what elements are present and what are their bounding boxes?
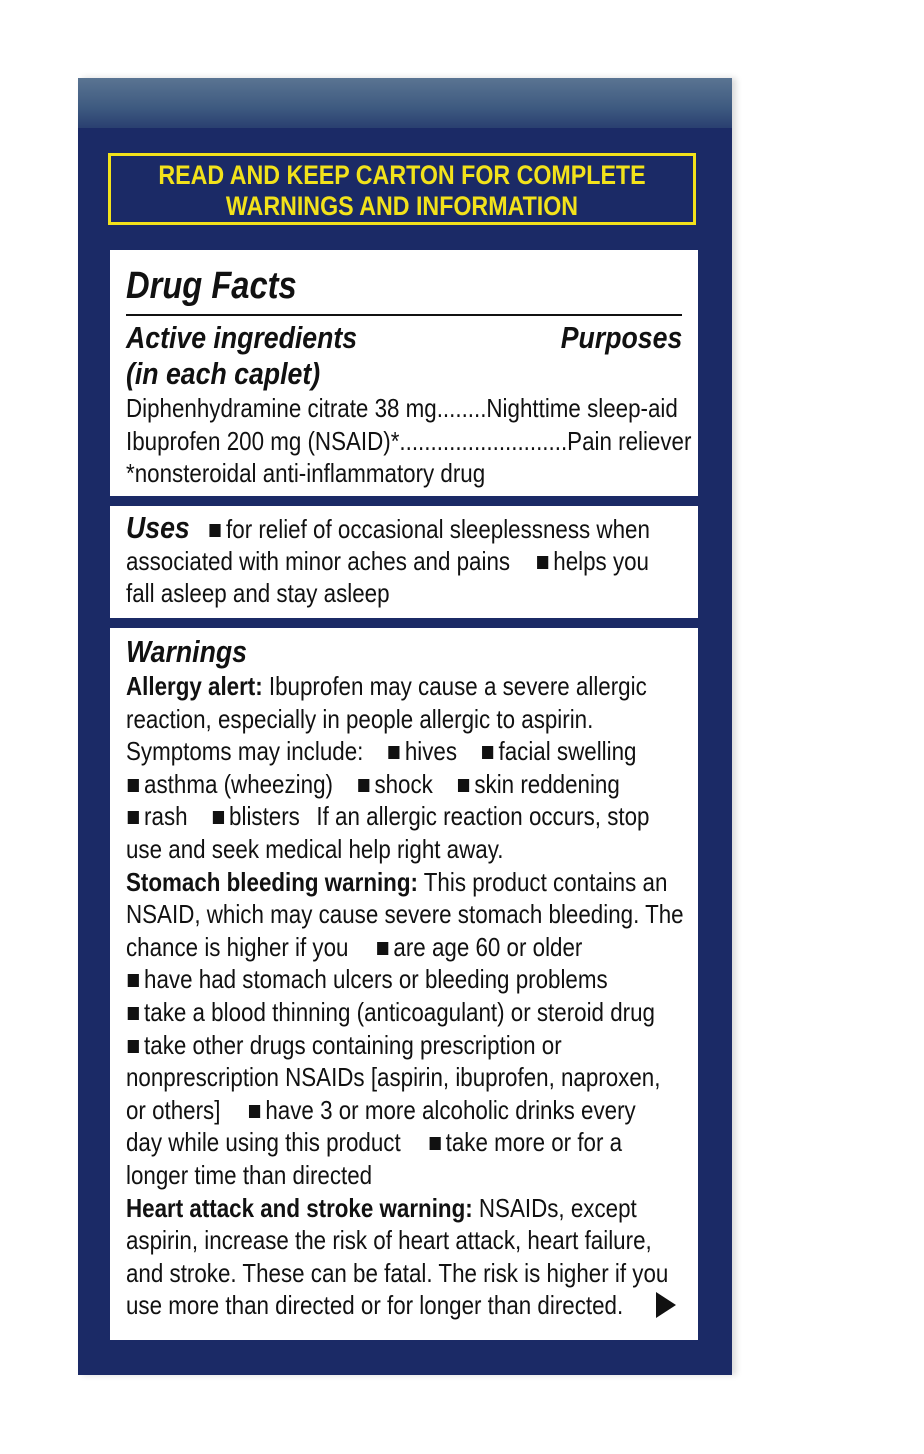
title-rule <box>126 314 682 316</box>
stomach-other-drugs-2: nonprescription NSAIDs [aspirin, ibuprofen, naproxen, <box>126 1062 661 1093</box>
stomach-ulcers: have had stomach ulcers or bleeding problems <box>144 964 608 995</box>
stomach-age: are age 60 or older <box>393 931 583 962</box>
bullet-square-icon <box>213 811 224 824</box>
symptom-skin-reddening: skin reddening <box>474 768 620 799</box>
read-and-keep-banner <box>108 153 696 225</box>
nsaid-footnote: *nonsteroidal anti-inflammatory drug <box>126 458 486 489</box>
continue-arrow-icon <box>656 1292 676 1318</box>
warnings-panel <box>110 628 698 1340</box>
bullet-square-icon <box>128 811 139 824</box>
bullet-square-icon <box>128 1040 139 1053</box>
heart-line-2: aspirin, increase the risk of heart attack, heart failure, <box>126 1225 652 1256</box>
bullet-square-icon <box>358 779 369 792</box>
heart-line-3: and stroke. These can be fatal. The risk is higher if you <box>126 1257 669 1288</box>
symptom-blisters: blisters <box>229 801 300 832</box>
active-ingredients-subheading: (in each caplet) <box>126 356 321 391</box>
allergy-alert-label: Allergy alert: <box>126 671 263 701</box>
stomach-bleeding-label: Stomach bleeding warning: <box>126 866 418 897</box>
symptoms-intro: Symptoms may include: <box>126 736 364 767</box>
drug-facts-title: Drug Facts <box>126 265 297 307</box>
allergy-line-2: reaction, especially in people allergic to aspirin. <box>126 703 594 734</box>
stomach-alcohol-2: day while using this product <box>126 1127 401 1158</box>
uses-line-2a: associated with minor aches and pains <box>126 545 511 576</box>
bullet-square-icon <box>458 779 469 792</box>
bullet-square-icon <box>210 524 221 537</box>
symptom-rash: rash <box>144 801 188 832</box>
stomach-other-drugs: take other drugs containing prescription or <box>144 1029 562 1060</box>
carton-top-edge <box>78 78 732 128</box>
ingredient-diphenhydramine: Diphenhydramine citrate 38 mg........Nighttime sleep-aid <box>126 393 678 423</box>
uses-heading: Uses <box>126 510 190 545</box>
stomach-line-2: NSAID, which may cause severe stomach bleeding. The <box>126 899 684 930</box>
bullet-square-icon <box>429 1137 440 1150</box>
stomach-take-more: take more or for a <box>445 1127 623 1158</box>
stomach-alcohol: have 3 or more alcoholic drinks every <box>265 1094 636 1125</box>
bullet-square-icon <box>377 942 388 955</box>
heart-line-1: NSAIDs, except <box>472 1192 637 1223</box>
allergy-stop-text: If an allergic reaction occurs, stop <box>316 801 650 832</box>
ingredient-ibuprofen: Ibuprofen 200 mg (NSAID)*...........................Pain reliever <box>126 425 692 456</box>
bullet-square-icon <box>482 746 493 759</box>
symptom-shock: shock <box>374 768 433 799</box>
heart-line-4: use more than directed or for longer than directed. <box>126 1290 624 1321</box>
symptom-asthma: asthma (wheezing) <box>144 768 333 799</box>
symptom-facial-swelling: facial swelling <box>498 736 637 767</box>
stomach-other-drugs-3: or others] <box>126 1094 221 1125</box>
stomach-line-1: This product contains an <box>417 866 668 897</box>
bullet-square-icon <box>128 779 139 792</box>
bullet-square-icon <box>388 746 399 759</box>
symptom-hives: hives <box>404 736 458 767</box>
allergy-last-line: use and seek medical help right away. <box>126 833 504 864</box>
uses-panel <box>110 506 698 618</box>
allergy-line-1: Ibuprofen may cause a severe allergic <box>262 671 647 701</box>
bullet-square-icon <box>128 974 139 987</box>
drug-facts-panel <box>110 250 698 496</box>
bullet-square-icon <box>537 556 548 569</box>
carton-side-panel <box>78 78 732 1375</box>
bullet-square-icon <box>249 1105 260 1118</box>
uses-line-2b: helps you <box>553 545 650 576</box>
purposes-heading: Purposes <box>560 320 682 355</box>
uses-line-1: for relief of occasional sleeplessness when <box>226 514 650 544</box>
banner-line-1: READ AND KEEP CARTON FOR COMPLETE <box>158 160 646 190</box>
banner-line-2: WARNINGS AND INFORMATION <box>225 191 579 221</box>
uses-line-3: fall asleep and stay asleep <box>126 578 390 609</box>
warnings-heading: Warnings <box>126 634 247 669</box>
stomach-blood-thinning: take a blood thinning (anticoagulant) or steroid drug <box>144 996 655 1027</box>
stomach-line-3: chance is higher if you <box>126 931 349 962</box>
heart-attack-label: Heart attack and stroke warning: <box>126 1192 473 1223</box>
bullet-square-icon <box>128 1007 139 1020</box>
stomach-take-more-2: longer time than directed <box>126 1159 373 1190</box>
active-ingredients-heading: Active ingredients <box>126 320 358 355</box>
